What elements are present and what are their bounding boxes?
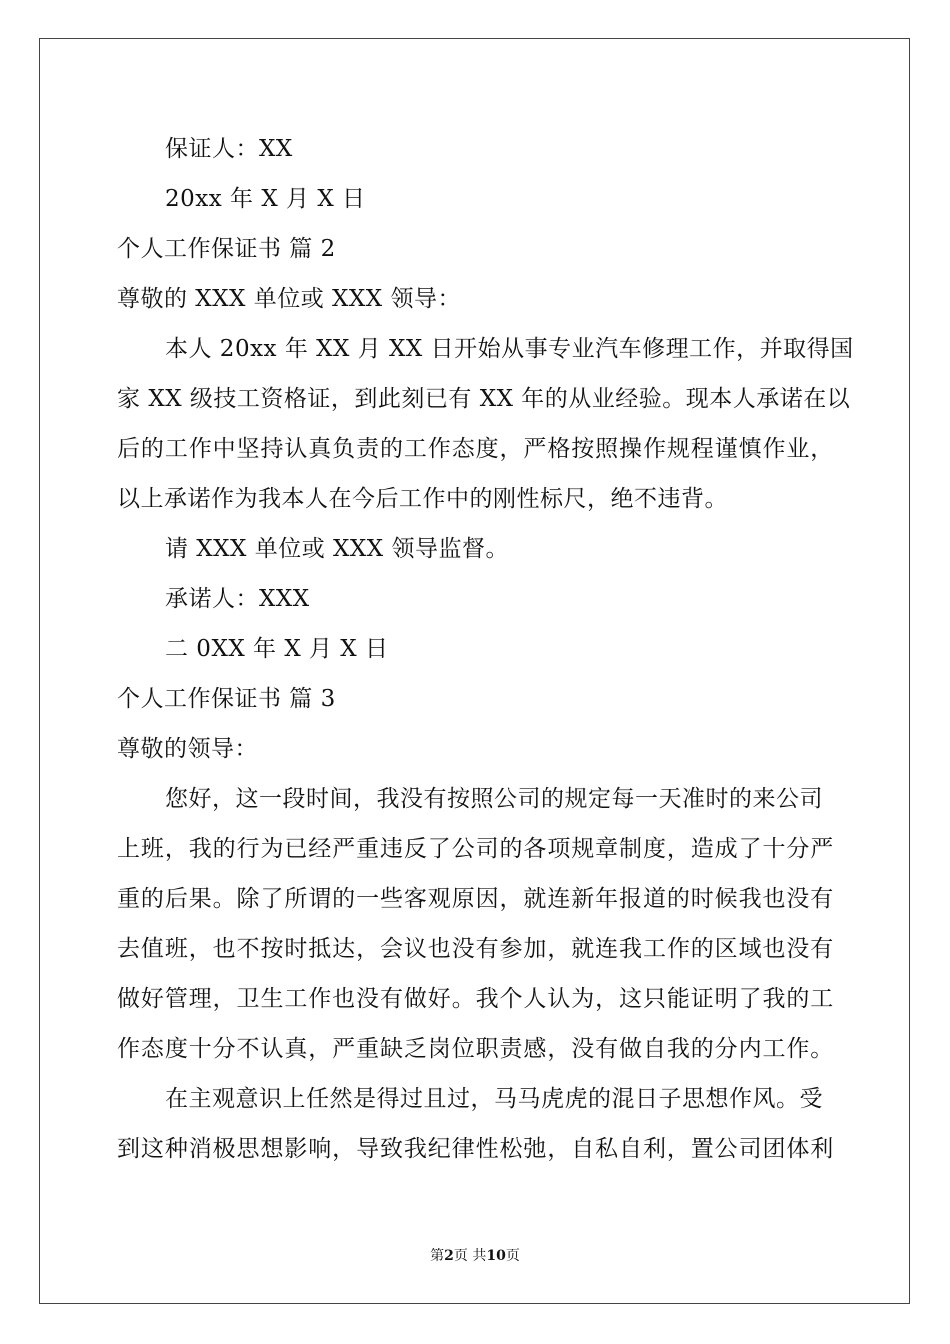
text-line: 个人工作保证书 篇 3 xyxy=(117,686,336,712)
text-line: 到 这 种 消 极 思 想 影 响 ， 导 致 我 纪 律 性 松 弛 ， 自 私 自 利 ， 置 公 司 团 体 利 xyxy=(117,1136,834,1162)
text-line: 尊敬的领导： xyxy=(117,736,258,762)
text-line: 本人 20xx 年 XX 月 XX 日开始从事专业汽车修理工作，并取得国 xyxy=(165,336,854,362)
current-page-number: 2 xyxy=(444,1248,454,1264)
footer-prefix: 第 xyxy=(430,1248,445,1264)
text-line: 做 好 管 理 ， 卫 生 工 作 也 没 有 做 好 。 我 个 人 认 为 ， 这 只 能 证 明 了 我 的 工 xyxy=(117,986,834,1012)
text-line: 上 班 ， 我 的 行 为 已 经 严 重 违 反 了 公 司 的 各 项 规 章 制 度 ， 造 成 了 十 分 严 xyxy=(117,836,834,862)
footer-suffix: 页 xyxy=(505,1248,520,1264)
text-line: 个人工作保证书 篇 2 xyxy=(117,236,336,262)
text-line: 承诺人：XXX xyxy=(165,586,310,612)
text-line: 保证人：XX xyxy=(165,136,293,162)
text-line: 重 的 后 果 。 除 了 所 谓 的 一 些 客 观 原 因 ， 就 连 新 年 报 道 的 时 候 我 也 没 有 xyxy=(117,886,834,912)
text-line: 20xx 年 X 月 X 日 xyxy=(165,186,366,212)
text-line: 去 值 班 ， 也 不 按 时 抵 达 ， 会 议 也 没 有 参 加 ， 就 连 我 工 作 的 区 域 也 没 有 xyxy=(117,936,834,962)
page-border xyxy=(39,38,910,1304)
total-pages-number: 10 xyxy=(486,1248,506,1264)
text-line: 二 0XX 年 X 月 X 日 xyxy=(165,636,389,662)
text-line: 作 态 度 十 分 不 认 真 ， 严 重 缺 乏 岗 位 职 责 感 ， 没 有 做 自 我 的 分 内 工 作 。 xyxy=(117,1036,834,1062)
text-line: 尊敬的 XXX 单位或 XXX 领导： xyxy=(117,286,461,312)
text-line: 家 X X 级 技 工 资 格 证 ， 到 此 刻 已 有 X X 年 的 从 业 经 验 。 现 本 人 承 诺 在 以 xyxy=(117,386,851,412)
text-line: 以上承诺作为我本人在今后工作中的刚性标尺，绝不违背。 xyxy=(117,486,728,512)
text-line: 请 XXX 单位或 XXX 领导监督。 xyxy=(165,536,509,562)
text-line: 后 的 工 作 中 坚 持 认 真 负 责 的 工 作 态 度 ， 严 格 按 照 操 作 规 程 谨 慎 作 业 ， xyxy=(117,436,834,462)
page-footer xyxy=(0,1247,950,1265)
text-line: 您好，这一段时间，我没有按照公司的规定每一天准时的来公司 xyxy=(165,786,823,812)
text-line: 在主观意识上任然是得过且过，马马虎虎的混日子思想作风。受 xyxy=(165,1086,823,1112)
footer-mid: 页 共 xyxy=(453,1248,487,1264)
